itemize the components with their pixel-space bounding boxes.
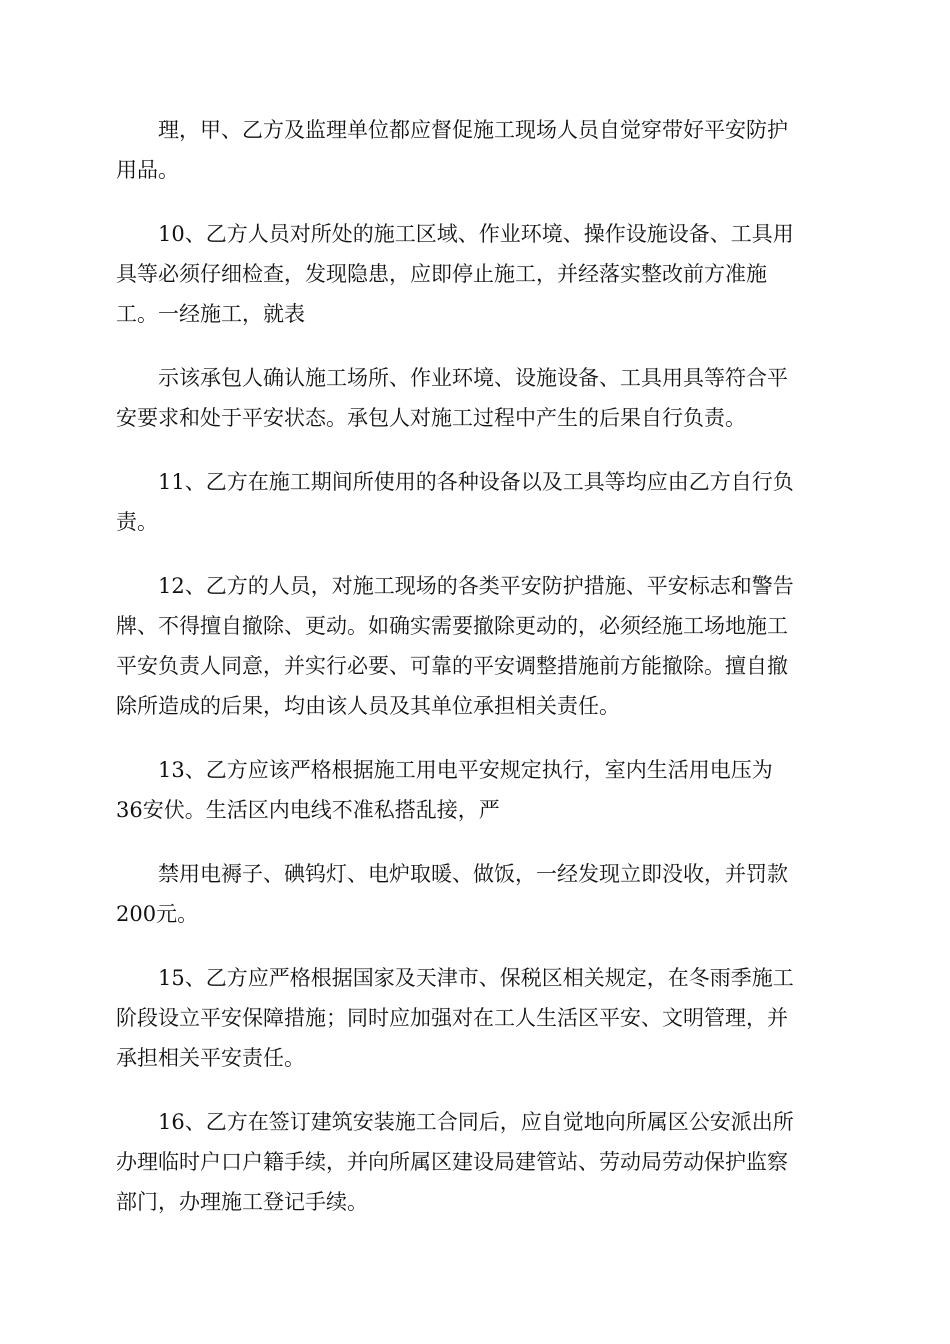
text-line: 办理临时户口户籍手续，并向所属区建设局建管站、劳动局劳动保护监察 (116, 1150, 788, 1174)
text-line: 工。一经施工，就表 (116, 302, 305, 326)
text-line: 13、乙方应该严格根据施工用电平安规定执行，室内生活用电压为 (158, 758, 773, 782)
paragraph-8 (116, 958, 834, 1078)
text-line: 平安负责人同意，并实行必要、可靠的平安调整措施前方能撤除。擅自撤 (116, 654, 788, 678)
paragraph-9 (116, 1102, 834, 1222)
paragraph-2 (116, 214, 834, 334)
text-line: 12、乙方的人员，对施工现场的各类平安防护措施、平安标志和警告 (158, 574, 794, 598)
text-line: 部门，办理施工登记手续。 (116, 1190, 368, 1214)
paragraph-5 (116, 566, 834, 726)
text-line: 牌、不得擅自撤除、更动。如确实需要撤除更动的，必须经施工场地施工 (116, 614, 788, 638)
text-line: 200元。 (116, 902, 199, 926)
paragraph-3 (116, 358, 834, 438)
text-line: 承担相关平安责任。 (116, 1046, 305, 1070)
text-line: 理，甲、乙方及监理单位都应督促施工现场人员自觉穿带好平安防护 (158, 118, 788, 142)
text-line: 除所造成的后果，均由该人员及其单位承担相关责任。 (116, 694, 620, 718)
text-line: 具等必须仔细检查，发现隐患，应即停止施工，并经落实整改前方准施 (116, 262, 767, 286)
text-line: 安要求和处于平安状态。承包人对施工过程中产生的后果自行负责。 (116, 406, 746, 430)
paragraph-1 (116, 110, 834, 190)
text-line: 禁用电褥子、碘钨灯、电炉取暖、做饭，一经发现立即没收，并罚款 (158, 862, 788, 886)
text-line: 10、乙方人员对所处的施工区域、作业环境、操作设施设备、工具用 (158, 222, 794, 246)
paragraph-7 (116, 854, 834, 934)
text-line: 15、乙方应严格根据国家及天津市、保税区相关规定，在冬雨季施工 (158, 966, 794, 990)
text-line: 36安伏。生活区内电线不准私搭乱接，严 (116, 798, 500, 822)
text-line: 责。 (116, 510, 158, 534)
paragraph-4 (116, 462, 834, 542)
text-line: 11、乙方在施工期间所使用的各种设备以及工具等均应由乙方自行负 (158, 470, 794, 494)
text-line: 用品。 (116, 158, 179, 182)
paragraph-6 (116, 750, 834, 830)
text-line: 阶段设立平安保障措施；同时应加强对在工人生活区平安、文明管理，并 (116, 1006, 788, 1030)
text-line: 示该承包人确认施工场所、作业环境、设施设备、工具用具等符合平 (158, 366, 788, 390)
document-body (116, 110, 834, 1246)
text-line: 16、乙方在签订建筑安装施工合同后，应自觉地向所属区公安派出所 (158, 1110, 794, 1134)
